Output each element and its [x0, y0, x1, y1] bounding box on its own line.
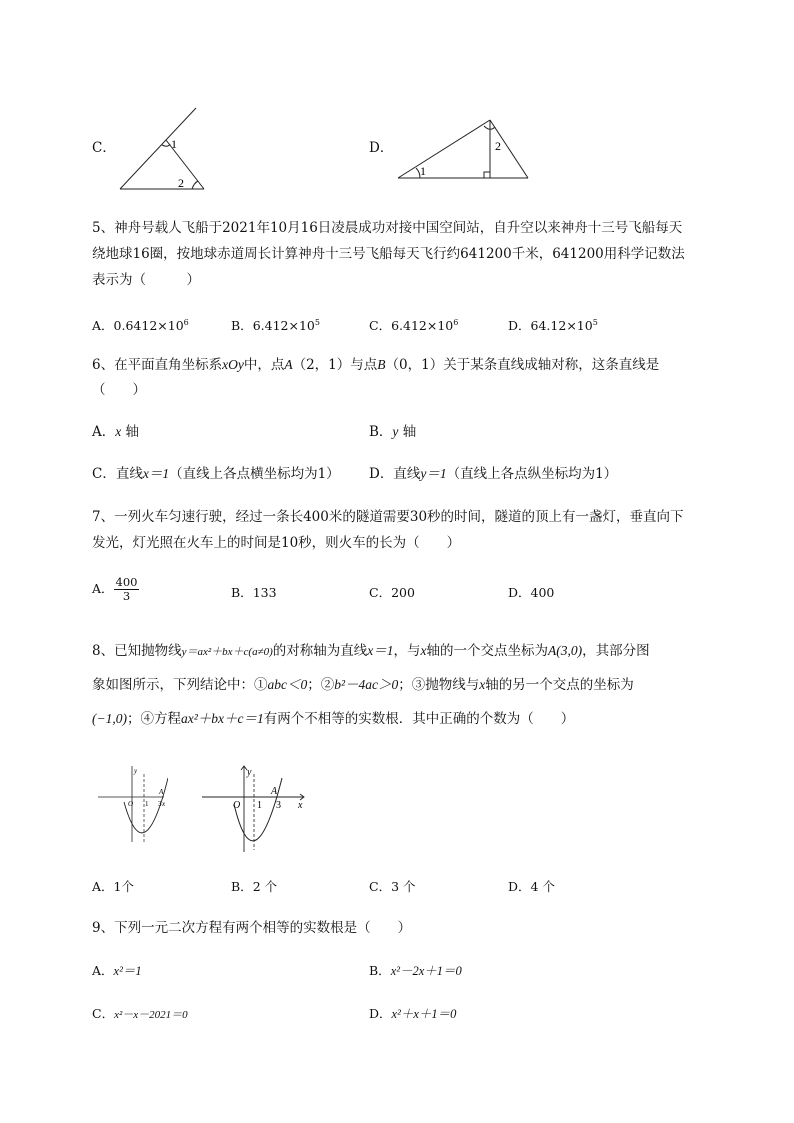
q9-option-a[interactable]: A．x²＝1	[92, 963, 142, 978]
q4-c-angle-2: 2	[178, 176, 184, 190]
q6-stem-line-2: （ ）	[92, 382, 146, 398]
q5-option-a[interactable]: A．$0.6412\times 10^6$	[92, 318, 189, 334]
q6-option-b[interactable]: B．y 轴	[369, 424, 417, 440]
q8-large-x-label: x	[298, 800, 303, 811]
q8-graph-large	[200, 764, 310, 854]
q9-option-d[interactable]: D．x²＋x＋1＝0	[369, 1006, 457, 1021]
q8-option-a[interactable]: A．1个	[92, 879, 134, 894]
q9-stem: 9、下列一元二次方程有两个相等的实数根是（ ）	[92, 920, 412, 936]
q7-fraction: $\frac{400}{3}$	[115, 575, 138, 603]
q5-option-c[interactable]: C．$6.412\times 10^6$	[369, 318, 459, 334]
q7-option-b[interactable]: B．133	[231, 585, 277, 600]
q8-small-x-label: x	[162, 800, 166, 808]
q4-option-c-label: C．	[92, 140, 116, 156]
q8-small-y-label: y	[134, 767, 138, 775]
q9-option-c[interactable]: C．x²－x－2021＝0	[92, 1006, 188, 1021]
q8-option-b[interactable]: B．2 个	[231, 879, 278, 894]
q8-large-y-label: y	[247, 767, 252, 778]
q8-small-three: 3	[158, 800, 162, 808]
q8-small-one: 1	[145, 800, 149, 808]
q5-stem-line-3: 表示为（ ）	[92, 272, 200, 288]
q8-large-A: A	[271, 786, 278, 797]
q8-large-origin: O	[233, 800, 241, 811]
q8-stem-line-1: 8、已知抛物线y＝ax²＋bx＋c(a≠0)的对称轴为直线x＝1，与x轴的一个交点坐标为A(3,0)，其部分图	[92, 643, 650, 659]
q6-option-a[interactable]: A．x 轴	[92, 424, 140, 440]
q8-small-A: A	[159, 788, 164, 796]
q6-option-c[interactable]: C．直线x＝1（直线上各点横坐标均为1）	[92, 466, 340, 482]
q4-option-d-label: D．	[369, 140, 394, 156]
q4-c-angle-1: 1	[171, 137, 177, 151]
q7-stem-line-2: 发光，灯光照在火车上的时间是10秒，则火车的长为（ ）	[92, 535, 461, 551]
q7-option-a[interactable]: A． $\frac{400}{3}$	[92, 575, 138, 603]
q4-d-angle-1: 1	[420, 164, 426, 178]
q5-stem-line-1: 5、神舟号载人飞船于2021年10月16日凌晨成功对接中国空间站，自升空以来神舟十三号飞船每天	[92, 220, 683, 236]
q7-option-d[interactable]: D．400	[508, 585, 555, 600]
q6-option-d[interactable]: D．直线y＝1（直线上各点纵坐标均为1）	[369, 466, 618, 482]
q8-small-origin: O	[128, 800, 134, 808]
q5-option-d[interactable]: D．$64.12\times 10^5$	[508, 318, 598, 334]
q7-option-c[interactable]: C．200	[369, 585, 415, 600]
q5-option-b[interactable]: B．$6.412\times 10^5$	[231, 318, 320, 334]
q8-large-one: 1	[257, 800, 262, 811]
q8-graph-small	[96, 764, 168, 844]
q6-stem-line-1: 6、在平面直角坐标系xOy中，点A（2，1）与点B（0，1）关于某条直线成轴对称，这条直线是	[92, 357, 660, 373]
q5-stem-line-2: 绕地球16圈，按地球赤道周长计算神舟十三号飞船每天飞行约641200千米，641200用科学记数法	[92, 246, 685, 262]
q8-option-d[interactable]: D．4 个	[508, 879, 555, 894]
q4-option-d-figure	[392, 114, 534, 184]
q4-d-angle-2: 2	[495, 139, 501, 153]
q8-stem-line-2: 象如图所示，下列结论中：①abc＜0；②b²－4ac＞0；③抛物线与x轴的另一个交点的坐标为	[92, 677, 634, 693]
q9-option-b[interactable]: B．x²－2x＋1＝0	[369, 963, 462, 978]
q7-stem-line-1: 7、一列火车匀速行驶，经过一条长400米的隧道需要30秒的时间，隧道的顶上有一盏灯，垂直向下	[92, 509, 684, 525]
q8-option-c[interactable]: C．3 个	[369, 879, 416, 894]
q4-option-c-figure	[112, 104, 212, 194]
q8-large-three: 3	[276, 800, 281, 811]
q8-stem-line-3: (−1,0)；④方程ax²＋bx＋c＝1有两个不相等的实数根．其中正确的个数为（ ）	[92, 711, 575, 727]
